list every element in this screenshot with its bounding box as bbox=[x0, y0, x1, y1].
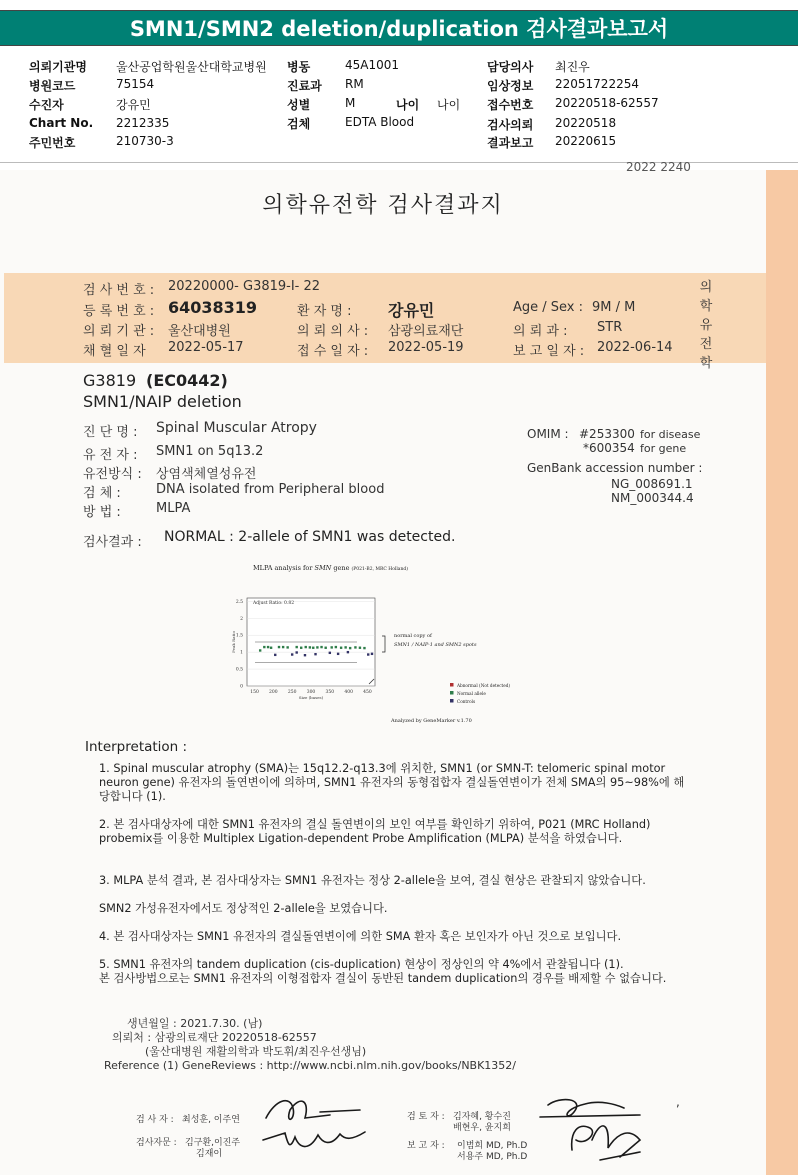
header-label: 수진자 bbox=[29, 98, 64, 112]
data-point bbox=[278, 646, 280, 648]
test-code: G3819 bbox=[83, 371, 137, 390]
header-value: 최진우 bbox=[555, 60, 590, 74]
reporter-a: 이범희 MD, Ph.D bbox=[457, 1141, 528, 1151]
collect-date: 2022-05-17 bbox=[168, 340, 244, 355]
dept-label: 의 뢰 과 : bbox=[513, 324, 568, 339]
mlpa-chart bbox=[225, 560, 785, 730]
genbank-2: NM_000344.4 bbox=[611, 491, 694, 505]
omim-1: #253300 bbox=[579, 427, 635, 441]
data-point bbox=[309, 646, 311, 648]
interpretation-title: Interpretation : bbox=[85, 739, 188, 755]
y-tick-label: 1 bbox=[240, 650, 243, 656]
reporter-label: 보 고 자 : bbox=[407, 1141, 445, 1151]
genbank-label: GenBank accession number : bbox=[527, 461, 703, 475]
exam-no-label: 검 사 번 호 : bbox=[83, 283, 155, 298]
omim-label: OMIM : bbox=[527, 427, 569, 441]
result-text: NORMAL : 2-allele of SMN1 was detected. bbox=[164, 529, 456, 545]
receive-label: 접 수 일 자 : bbox=[297, 344, 369, 359]
org-label: 의 뢰 기 관 : bbox=[83, 324, 155, 339]
data-point bbox=[367, 653, 369, 655]
reg-no: 64038319 bbox=[168, 298, 258, 317]
reviewer-label: 검 토 자 : bbox=[407, 1112, 445, 1122]
birth-date: 생년월일 : 2021.7.30. (남) bbox=[127, 1017, 263, 1030]
data-point bbox=[335, 646, 337, 648]
doctor: 삼광의료재단 bbox=[388, 324, 464, 339]
data-point bbox=[363, 647, 365, 649]
header-value: 75154 bbox=[116, 77, 155, 91]
data-point bbox=[286, 646, 288, 648]
data-point bbox=[259, 649, 261, 651]
patient-label: 환 자 명 : bbox=[297, 304, 352, 319]
legend-label: Controls bbox=[457, 699, 476, 704]
omim-2: *600354 bbox=[583, 441, 635, 455]
data-point bbox=[305, 646, 307, 648]
result-label: 검사결과 : bbox=[83, 535, 142, 550]
x-tick-label: 250 bbox=[287, 690, 297, 695]
header-label: 검사의뢰 bbox=[487, 118, 534, 132]
data-point bbox=[312, 647, 314, 649]
detail-label: 방 법 : bbox=[83, 505, 121, 520]
side-note-2: SMN1 / NAIP-1 and SMN2 spots bbox=[394, 642, 477, 648]
header-label: 주민번호 bbox=[29, 136, 76, 150]
y-tick-label: 1.5 bbox=[235, 633, 243, 639]
y-tick-label: 0.5 bbox=[235, 667, 243, 673]
header-value: 20220615 bbox=[555, 134, 617, 148]
sig-comma: , bbox=[676, 1095, 680, 1109]
test-code-2: (EC0442) bbox=[146, 371, 228, 390]
header-value: 210730-3 bbox=[116, 134, 174, 148]
age-value: 나이 bbox=[437, 98, 461, 112]
chart-title: MLPA analysis for SMN gene (P021-B2, MRC Holland) bbox=[253, 564, 409, 572]
data-point bbox=[337, 653, 339, 655]
data-point bbox=[270, 647, 272, 649]
x-tick-label: 450 bbox=[363, 690, 372, 695]
header-label: 검체 bbox=[287, 117, 311, 131]
age-sex: 9M / M bbox=[592, 300, 636, 315]
detail-label: 검 체 : bbox=[83, 486, 121, 501]
examiner2-b: 김재이 bbox=[196, 1149, 223, 1159]
data-point bbox=[295, 651, 297, 653]
requester: 의뢰처 : 삼광의료재단 20220518-62557 bbox=[112, 1031, 317, 1044]
requester-2: (울산대병원 재활의학과 박도휘/최진우선생님) bbox=[145, 1045, 367, 1058]
detail-label: 진 단 명 : bbox=[83, 425, 138, 440]
header-value: 45A1001 bbox=[345, 58, 400, 72]
reporter-b: 서용주 MD, Ph.D bbox=[457, 1152, 528, 1162]
x-tick-label: 350 bbox=[325, 690, 335, 695]
interp-5b: 본 검사방법으로는 SMN1 유전자의 이형접합자 결실이 동반된 tandem duplication의 경우를 배제할 수 없습니다. bbox=[99, 972, 667, 985]
y-tick-label: 2.5 bbox=[235, 599, 243, 605]
detail-value: Spinal Muscular Atropy bbox=[156, 420, 317, 436]
report-date: 2022-06-14 bbox=[597, 340, 673, 355]
y-tick-label: 2 bbox=[240, 616, 243, 622]
data-point bbox=[263, 646, 265, 648]
detail-value: DNA isolated from Peripheral blood bbox=[156, 482, 385, 497]
org: 울산대병원 bbox=[168, 324, 231, 339]
detail-label: 유 전 자 : bbox=[83, 448, 138, 463]
report-date-label: 보 고 일 자 : bbox=[513, 344, 585, 359]
report-doc-title: 의학유전학 검사결과지 bbox=[262, 193, 504, 218]
patient-name: 강유민 bbox=[388, 301, 435, 320]
header-label: 성별 bbox=[287, 98, 311, 112]
header-value: 강유민 bbox=[116, 98, 151, 112]
header-value: RM bbox=[345, 77, 364, 91]
doctor-label: 의 뢰 의 사 : bbox=[297, 324, 369, 339]
report-title-bar: SMN1/SMN2 deletion/duplication 검사결과보고서 bbox=[0, 10, 798, 46]
age-label: 나이 bbox=[396, 98, 420, 112]
chart-annotation: Adjust Ratio: 0.82 bbox=[253, 601, 295, 606]
y-tick-label: 0 bbox=[240, 684, 243, 690]
header-value: 20220518-62557 bbox=[555, 96, 659, 110]
examiner-label: 검 사 자 : bbox=[136, 1115, 174, 1125]
data-point bbox=[304, 654, 306, 656]
reg-no-label: 등 록 번 호 : bbox=[83, 304, 155, 319]
data-point bbox=[282, 646, 284, 648]
interp-4: 4. 본 검사대상자는 SMN1 유전자의 결실돌연변이에 의한 SMA 환자 혹은 보인자가 아닌 것으로 보입니다. bbox=[99, 930, 622, 943]
collect-label: 채 혈 일 자 bbox=[83, 344, 146, 359]
y-axis-label: Peak Ratio bbox=[231, 631, 236, 653]
legend-swatch bbox=[450, 691, 454, 695]
age-sex-label: Age / Sex : bbox=[513, 300, 584, 315]
data-point bbox=[274, 654, 276, 656]
header-label: Chart No. bbox=[29, 116, 94, 130]
legend-label: Normal allele bbox=[457, 691, 486, 696]
interp-1: 1. Spinal muscular atrophy (SMA)는 15q12.2-q13.3에 위치한, SMN1 (or SMN-T: telomeric spinal motor neuron gene) 유전자의 돌연변이에 의하며, SMN1 유전자의 동형접합자 결실돌연변이가 전체 SMA의 95~98%에 해당합니다 (1). bbox=[99, 762, 685, 803]
detail-label: 유전방식 : bbox=[83, 467, 142, 482]
header-label: 병원코드 bbox=[29, 79, 76, 93]
data-point bbox=[340, 647, 342, 649]
data-point bbox=[316, 646, 318, 648]
receive-date: 2022-05-19 bbox=[388, 340, 464, 355]
legend-swatch bbox=[450, 699, 454, 703]
data-point bbox=[300, 647, 302, 649]
dept: STR bbox=[597, 320, 623, 335]
header-label: 임상정보 bbox=[487, 79, 534, 93]
detail-value: MLPA bbox=[156, 501, 191, 516]
data-point bbox=[331, 646, 333, 648]
examiner2-a: 김구환,이진주 bbox=[185, 1138, 241, 1148]
examiner: 최성훈, 이주연 bbox=[182, 1115, 240, 1125]
header-label: 진료과 bbox=[287, 79, 322, 93]
exam-no: 20220000- G3819-I- 22 bbox=[168, 279, 321, 294]
reviewer-a: 김자혜, 황수진 bbox=[453, 1112, 511, 1122]
analyzed-by: Analyzed by GeneMarker v.1.70 bbox=[391, 718, 472, 724]
bracket bbox=[382, 636, 385, 652]
detail-value: SMN1 on 5q13.2 bbox=[156, 444, 264, 459]
data-point bbox=[349, 647, 351, 649]
report-top-cut: 2022 2240 bbox=[626, 160, 691, 174]
header-label: 결과보고 bbox=[487, 136, 534, 150]
legend-label: Abnormal (Not detected) bbox=[457, 683, 511, 688]
header-value: 20220518 bbox=[555, 116, 617, 130]
genbank-1: NG_008691.1 bbox=[611, 477, 693, 491]
data-point bbox=[295, 646, 297, 648]
interp-3: 3. MLPA 분석 결과, 본 검사대상자는 SMN1 유전자는 정상 2-allele을 보여, 결실 현상은 관찰되지 않았습니다. bbox=[99, 874, 646, 887]
data-point bbox=[347, 651, 349, 653]
data-point bbox=[344, 646, 346, 648]
data-point bbox=[354, 646, 356, 648]
data-point bbox=[359, 647, 361, 649]
header-value: 2212335 bbox=[116, 116, 170, 130]
omim-1-note: for disease bbox=[640, 428, 701, 441]
header-label: 의뢰기관명 bbox=[29, 60, 87, 74]
side-note-1: normal copy of bbox=[394, 633, 432, 639]
header-label: 담당의사 bbox=[487, 60, 534, 74]
reviewer-b: 배현우, 윤지희 bbox=[453, 1123, 511, 1133]
x-tick-label: 200 bbox=[269, 690, 278, 695]
x-tick-label: 150 bbox=[250, 690, 259, 695]
x-tick-label: 400 bbox=[344, 690, 353, 695]
legend-swatch bbox=[450, 683, 454, 687]
header-value: 22051722254 bbox=[555, 77, 639, 91]
data-point bbox=[324, 647, 326, 649]
data-point bbox=[329, 652, 331, 654]
vertical-label: 의학유전학 bbox=[699, 280, 713, 371]
header-value: 울산공업학원울산대학교병원 bbox=[116, 60, 267, 74]
data-point bbox=[267, 646, 269, 648]
interp-2: 2. 본 검사대상자에 대한 SMN1 유전자의 결실 돌연변이의 보인 여부를 확인하기 위하여, P021 (MRC Holland) probemix를 이용한 Multiplex Ligation-dependent Probe Amplification (MLPA) 분석을 하였습니다. bbox=[99, 818, 651, 845]
x-tick-label: 300 bbox=[306, 690, 316, 695]
interp-3b: SMN2 가성유전자에서도 정상적인 2-allele을 보였습니다. bbox=[99, 902, 388, 915]
reference: Reference (1) GeneReviews : http://www.ncbi.nlm.nih.gov/books/NBK1352/ bbox=[104, 1059, 517, 1072]
data-point bbox=[320, 646, 322, 648]
data-point bbox=[291, 653, 293, 655]
test-name: SMN1/NAIP deletion bbox=[83, 392, 242, 411]
interp-5: 5. SMN1 유전자의 tandem duplication (cis-duplication) 현상이 정상인의 약 4%에서 관찰됩니다 (1). bbox=[99, 958, 624, 971]
data-point bbox=[371, 653, 373, 655]
header-label: 접수번호 bbox=[487, 98, 534, 112]
examiner2-label: 검사자문 : bbox=[136, 1138, 177, 1148]
header-value: EDTA Blood bbox=[345, 115, 415, 129]
data-point bbox=[314, 653, 316, 655]
header-label: 병동 bbox=[287, 60, 311, 74]
detail-value: 상염색체열성유전 bbox=[156, 467, 257, 482]
x-axis-label: Size (bases) bbox=[298, 695, 324, 700]
header-value: M bbox=[345, 96, 356, 110]
omim-2-note: for gene bbox=[640, 442, 687, 455]
